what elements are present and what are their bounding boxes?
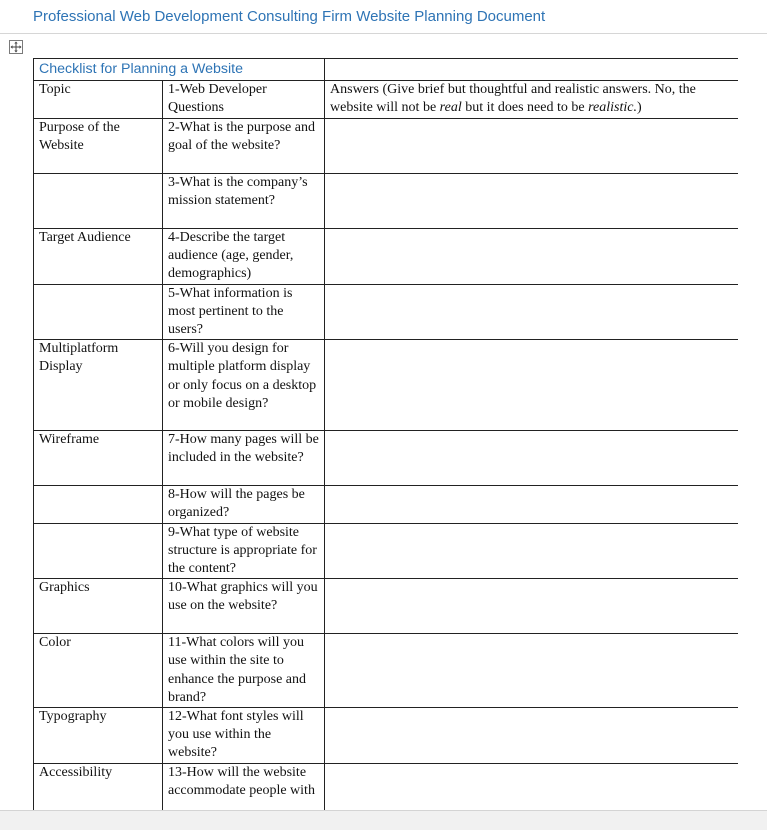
question-cell: 3-What is the company’s mission statement? xyxy=(163,174,325,229)
answers-emphasis-real: real xyxy=(439,100,462,116)
answer-cell[interactable] xyxy=(325,229,738,285)
table-move-handle-icon[interactable] xyxy=(9,40,23,54)
table-row xyxy=(34,431,739,486)
table-row xyxy=(34,486,739,523)
question-cell: 10-What graphics will you use on the website? xyxy=(163,579,325,634)
topic-cell: Target Audience xyxy=(34,229,163,285)
question-cell: 7-How many pages will be included in the website? xyxy=(163,431,325,486)
question-cell: 9-What type of website structure is appropriate for the content? xyxy=(163,523,325,579)
answer-cell[interactable] xyxy=(325,486,738,523)
header-questions: 1-Web Developer Questions xyxy=(163,81,325,119)
table-header-row xyxy=(34,81,739,119)
answer-cell[interactable] xyxy=(325,708,738,764)
planning-checklist-table xyxy=(33,58,738,810)
table-row xyxy=(34,579,739,634)
question-cell: 6-Will you design for multiple platform display or only focus on a desktop or mobile design? xyxy=(163,340,325,431)
table-row xyxy=(34,340,739,431)
question-cell: 12-What font styles will you use within the website? xyxy=(163,708,325,764)
topic-cell xyxy=(34,523,163,579)
question-cell: 11-What colors will you use within the site to enhance the purpose and brand? xyxy=(163,634,325,708)
topic-cell: Graphics xyxy=(34,579,163,634)
question-cell: 5-What information is most pertinent to the users? xyxy=(163,284,325,340)
topic-cell xyxy=(34,284,163,340)
four-way-arrow-icon xyxy=(10,41,22,53)
answer-cell[interactable] xyxy=(325,579,738,634)
table-row xyxy=(34,708,739,764)
topic-cell: Multiplatform Display xyxy=(34,340,163,431)
answer-cell[interactable] xyxy=(325,174,738,229)
table-row xyxy=(34,119,739,174)
question-cell: 4-Describe the target audience (age, gender, demographics) xyxy=(163,229,325,285)
table-row xyxy=(34,634,739,708)
table-row xyxy=(34,284,739,340)
answer-cell[interactable] xyxy=(325,763,738,810)
question-cell: 2-What is the purpose and goal of the website? xyxy=(163,119,325,174)
header-divider xyxy=(0,33,767,34)
topic-cell xyxy=(34,486,163,523)
answers-emphasis-realistic: realistic. xyxy=(588,100,637,116)
answers-text-end: ) xyxy=(636,100,642,116)
answer-cell[interactable] xyxy=(325,340,738,431)
topic-cell: Typography xyxy=(34,708,163,764)
topic-cell: Accessibility xyxy=(34,763,163,810)
topic-cell xyxy=(34,174,163,229)
table-row xyxy=(34,229,739,285)
table-caption-row xyxy=(34,59,739,81)
header-answers xyxy=(325,81,738,119)
caption-blank-cell[interactable] xyxy=(325,59,738,81)
answer-cell[interactable] xyxy=(325,431,738,486)
planning-table-container xyxy=(33,58,738,810)
table-row xyxy=(34,523,739,579)
question-cell: 8-How will the pages be organized? xyxy=(163,486,325,523)
answers-text-middle: but it does need to be xyxy=(461,100,589,116)
topic-cell: Purpose of the Website xyxy=(34,119,163,174)
answer-cell[interactable] xyxy=(325,523,738,579)
table-row xyxy=(34,174,739,229)
question-cell: 13-How will the website accommodate people with xyxy=(163,763,325,810)
document-title: Professional Web Development Consulting Firm Website Planning Document xyxy=(33,8,546,25)
topic-cell: Color xyxy=(34,634,163,708)
topic-cell: Wireframe xyxy=(34,431,163,486)
answer-cell[interactable] xyxy=(325,284,738,340)
table-row xyxy=(34,763,739,810)
answer-cell[interactable] xyxy=(325,634,738,708)
table-caption: Checklist for Planning a Website xyxy=(34,59,325,81)
header-topic: Topic xyxy=(34,81,163,119)
page-bottom-bar xyxy=(0,810,767,830)
answers-text: Answers (Give brief but thoughtful and realistic answers. No, the website will not be xyxy=(330,82,696,116)
answer-cell[interactable] xyxy=(325,119,738,174)
